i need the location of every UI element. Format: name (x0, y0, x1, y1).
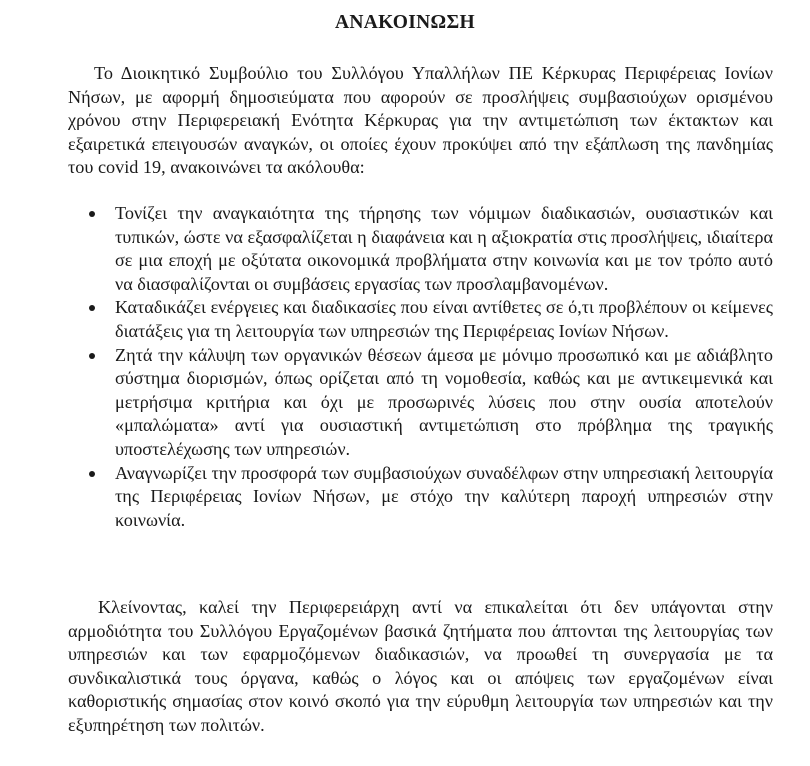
bullet-text: Τονίζει την αναγκαιότητα της τήρησης των νόμιμων διαδικασιών, ουσιαστικών και τυπικών, ώστε να εξασφαλίζεται η διαφάνεια και η αξιοκρατία στις προσλήψεις, ιδιαίτερα σε μια εποχή με οξύτατα οικονομικά προβλήματα στην κοινωνία και με τον τρόπο αυτό να διασφαλίζονται οι συμβάσεις εργασίας των προσλαμβανομένων. (115, 203, 773, 294)
bullet-item (115, 202, 773, 296)
bullet-icon (89, 211, 95, 217)
bullet-item (115, 344, 773, 462)
bullet-text: Καταδικάζει ενέργειες και διαδικασίες που είναι αντίθετες σε ό,τι προβλέπουν οι κείμενες διατάξεις για τη λειτουργία των υπηρεσιών της Περιφέρειας Ιονίων Νήσων. (115, 297, 773, 341)
bullet-list (115, 202, 773, 532)
bullet-item (115, 296, 773, 343)
document-title: ΑΝΑΚΟΙΝΩΣΗ (335, 12, 475, 33)
bullet-item (115, 462, 773, 533)
bullet-text: Ζητά την κάλυψη των οργανικών θέσεων άμεσα με μόνιμο προσωπικό και με αδιάβλητο σύστημα διορισμών, όπως ορίζεται από τη νομοθεσία, καθώς και με αντικειμενικά και μετρήσιμα κριτήρια και όχι με προσωρινές λύσεις που στην ουσία αποτελούν «μπαλώματα» αντί για ουσιαστική αντιμετώπιση στο πρόβλημα της τραγικής υποστελέχωσης των υπηρεσιών. (115, 344, 773, 459)
bullet-icon (89, 305, 95, 311)
closing-paragraph: Κλείνοντας, καλεί την Περιφερειάρχη αντί να επικαλείται ότι δεν υπάγονται στην αρμοδιότητα του Συλλόγου Εργαζομένων βασικά ζητήματα που άπτονται της λειτουργίας των υπηρεσιών και των εφαρμοζόμενων διαδικασιών, να προωθεί τη συνεργασία με τα συνδικαλιστικά τους όργανα, καθώς ο λόγος και οι απόψεις των εργαζομένων είναι καθοριστικής σημασίας στον κοινό σκοπό για την εύρυθμη λειτουργία των υπηρεσιών και την εξυπηρέτηση των πολιτών. (68, 597, 773, 735)
bullet-icon (89, 471, 95, 477)
bullet-icon (89, 353, 95, 359)
bullet-text: Αναγνωρίζει την προσφορά των συμβασιούχων συναδέλφων στην υπηρεσιακή λειτουργία της Περιφέρειας Ιονίων Νήσων, με στόχο την καλύτερη παροχή υπηρεσιών στην κοινωνία. (115, 462, 773, 530)
intro-paragraph: Το Διοικητικό Συμβούλιο του Συλλόγου Υπαλλήλων ΠΕ Κέρκυρας Περιφέρειας Ιονίων Νήσων, με αφορμή δημοσιεύματα που αφορούν σε προσλήψεις συμβασιούχων ορισμένου χρόνου στην Περιφερειακή Ενότητα Κέρκυρας για την αντιμετώπιση των έκτακτων και εξαιρετικά επειγουσών αναγκών, οι οποίες έχουν προκύψει από την εξάπλωση της πανδημίας του covid 19, ανακοινώνει τα ακόλουθα: (68, 63, 773, 178)
